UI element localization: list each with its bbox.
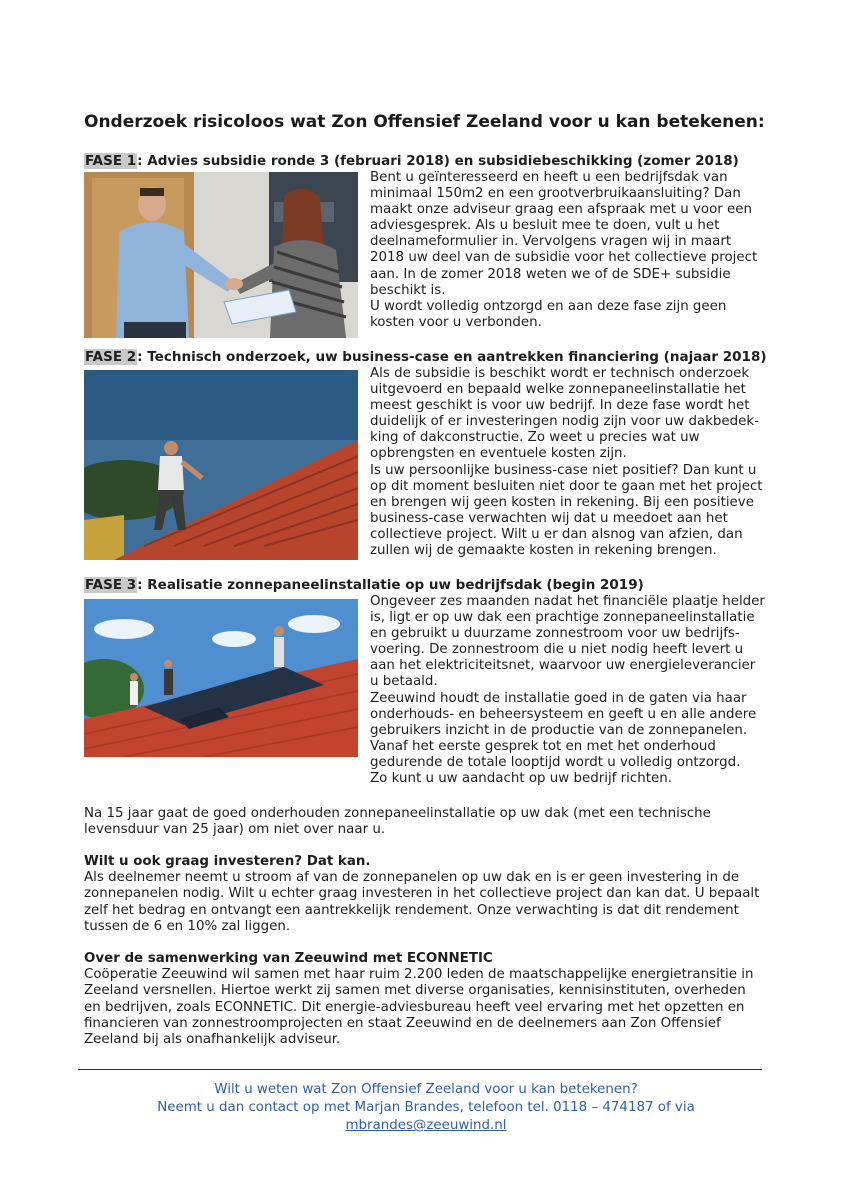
phase-2-heading	[84, 349, 784, 365]
phase-1-tag: FASE 1	[85, 153, 137, 169]
phase-2-title: : Technisch onderzoek, uw business-case en aantrekken financiering (najaar 2018)	[137, 349, 767, 365]
invest-section: Wilt u ook graag investeren? Dat kan. Als deelnemer neemt u stroom af van de zonnepanelen op uw dak en is er geen investering in de zonnepanelen nodig. Wilt u echter graag investeren in het collectieve project dan kan dat. U bepaalt zelf het bedrag en ontvangt een aantrekkelijk rendement. Onze verwachting is dat dit rendement tussen de 6 en 10% zal liggen.	[84, 854, 774, 935]
footer-divider	[78, 1069, 762, 1070]
footer-question: Wilt u weten wat Zon Offensief Zeeland voor u kan betekenen?	[214, 1082, 638, 1097]
phase-3-heading	[84, 577, 784, 593]
phase-2-text: Als de subsidie is beschikt wordt er technisch onderzoek uitgevoerd en bepaald welke zonnepaneelinstallatie het meest geschikt is voor uw bedrijf. In deze fase wordt het duidelijk of er investeringen nodig zijn voor uw dakbedek- king of dakconstructie. Zo weet u precies wat uw opbrengsten en eventuele kosten zijn. Is uw persoonlijke business-case niet positief? Dan kunt u op dit moment besluiten niet door te gaan met het project en brengen wij geen kosten in rekening. Bij een positieve business-case verwachten wij dat u meedoet aan het collectieve project. Wilt u er dan alsnog van afzien, dan zullen wij de gemaakte kosten in rekening brengen.	[370, 366, 763, 559]
page-title: Onderzoek risicoloos wat Zon Offensief Zeeland voor u kan betekenen:	[84, 112, 765, 132]
contact-footer	[84, 1081, 768, 1135]
handshake-photo	[84, 172, 358, 338]
phase-1-title: : Advies subsidie ronde 3 (februari 2018) en subsidiebeschikking (zomer 2018)	[137, 153, 739, 169]
roof-worker-photo	[84, 370, 358, 560]
invest-heading: Wilt u ook graag investeren? Dat kan.	[84, 854, 371, 869]
after-15-years-paragraph: Na 15 jaar gaat de goed onderhouden zonnepaneelinstallatie op uw dak (met een technische levensduur van 25 jaar) om niet over naar u.	[84, 806, 711, 838]
phase-3-text: Ongeveer zes maanden nadat het financiële plaatje helder is, ligt er op uw dak een prachtige zonnepaneelinstallatie en gebruikt u duurzame zonnestroom voor uw bedrijfs- voering. De zonnestroom die u niet nodig heeft levert u aan het elektriciteitsnet, waarvoor uw energieleverancier u betaald. Zeeuwind houdt de installatie goed in de gaten via haar onderhouds- en beheersysteem en geeft u en alle andere gebruikers inzicht in de productie van de zonnepanelen. Vanaf het eerste gesprek tot en met het onderhoud gedurende de totale looptijd wordt u volledig ontzorgd. Zo kunt u uw aandacht op uw bedrijf richten.	[370, 594, 765, 787]
footer-contact-line: Neemt u dan contact op met Marjan Brandes, telefoon tel. 0118 – 474187 of via	[157, 1100, 695, 1115]
email-link[interactable]: mbrandes@zeeuwind.nl	[345, 1118, 507, 1133]
phase-2-tag: FASE 2	[85, 349, 137, 365]
cooperation-heading: Over de samenwerking van Zeeuwind met ECONNETIC	[84, 951, 493, 966]
phase-1-heading	[84, 153, 784, 169]
phase-3-title: : Realisatie zonnepaneelinstallatie op uw bedrijfsdak (begin 2019)	[137, 577, 644, 593]
phase-3-tag: FASE 3	[85, 577, 137, 593]
phase-1-text: Bent u geïnteresseerd en heeft u een bedrijfsdak van minimaal 150m2 en een grootverbruikaansluiting? Dan maakt onze adviseur graag een afspraak met u voor een adviesgesprek. Als u besluit mee te doen, vult u het deelnameformulier in. Vervolgens vragen wij in maart 2018 uw deel van de subsidie voor het collectieve project aan. In de zomer 2018 weten we of de SDE+ subsidie beschikt is. U wordt volledig ontzorgd en aan deze fase zijn geen kosten voor u verbonden.	[370, 170, 758, 330]
solar-roof-photo	[84, 599, 358, 757]
cooperation-section: Over de samenwerking van Zeeuwind met ECONNETIC Coöperatie Zeeuwind wil samen met haar ruim 2.200 leden de maatschappelijke energietransitie in Zeeland versnellen. Hiertoe werkt zij samen met diverse organisaties, kennisinstituten, overheden en bedrijven, zoals ECONNETIC. Dit energie-adviesbureau heeft veel ervaring met het opzetten en financieren van zonnestroomprojecten en staat Zeeuwind en de deelnemers aan Zon Offensief Zeeland bij als onafhankelijk adviseur.	[84, 951, 774, 1048]
